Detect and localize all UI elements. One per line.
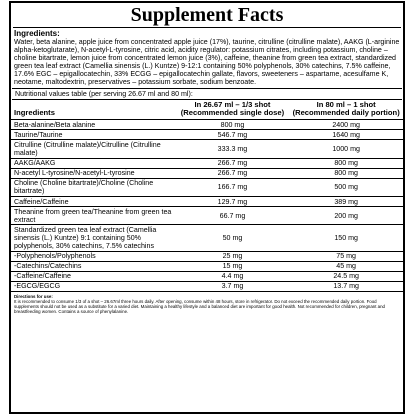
daily-portion-value: 45 mg — [289, 261, 403, 271]
ingredient-name: Choline (Choline bitartrate)/Choline (Choline bitartrate) — [11, 178, 176, 196]
single-dose-value: 266.7 mg — [176, 158, 290, 168]
nutrition-table — [11, 100, 403, 292]
column-header-ingredients: Ingredients — [11, 100, 176, 120]
daily-portion-value: 1640 mg — [289, 130, 403, 140]
daily-portion-value: 75 mg — [289, 251, 403, 261]
daily-portion-value: 13.7 mg — [289, 281, 403, 291]
ingredient-name: Standardized green tea leaf extract (Camellia sinensis (L.) Kuntze) 9:1 containing 50% polyphenols, 30% catechins, 7.5% catechins — [11, 225, 176, 251]
page-title: Supplement Facts — [13, 3, 401, 28]
single-dose-value: 266.7 mg — [176, 168, 290, 178]
ingredient-name: -EGCG/EGCG — [11, 281, 176, 291]
directions-footer — [11, 292, 403, 314]
ingredient-name: -Caffeine/Caffeine — [11, 271, 176, 281]
single-dose-value: 546.7 mg — [176, 130, 290, 140]
daily-portion-value: 24.5 mg — [289, 271, 403, 281]
single-dose-value: 129.7 mg — [176, 197, 290, 207]
daily-portion-value: 500 mg — [289, 178, 403, 196]
table-header-row — [11, 100, 403, 120]
table-row — [11, 178, 403, 196]
table-row — [11, 197, 403, 207]
table-row — [11, 140, 403, 158]
ingredient-name: -Catechins/Catechins — [11, 261, 176, 271]
table-row — [11, 207, 403, 225]
ingredient-name: Theanine from green tea/Theanine from green tea extract — [11, 207, 176, 225]
table-row — [11, 251, 403, 261]
single-dose-value: 66.7 mg — [176, 207, 290, 225]
column-header-daily-portion: In 80 ml – 1 shot (Recommended daily portion) — [289, 100, 403, 120]
single-dose-value: 800 mg — [176, 120, 290, 130]
daily-portion-value: 2400 mg — [289, 120, 403, 130]
table-row — [11, 261, 403, 271]
ingredient-name: Caffeine/Caffeine — [11, 197, 176, 207]
directions-heading: Directions for use: — [14, 293, 53, 299]
supplement-facts-panel — [9, 1, 405, 414]
daily-portion-value: 150 mg — [289, 225, 403, 251]
ingredient-name: Taurine/Taurine — [11, 130, 176, 140]
ingredient-name: Beta-alanine/Beta alanine — [11, 120, 176, 130]
table-row — [11, 271, 403, 281]
single-dose-value: 3.7 mg — [176, 281, 290, 291]
single-dose-value: 15 mg — [176, 261, 290, 271]
directions-text: It is recommended to consume 1/3 of a shot – 26.67ml three hours daily. After opening, consume within 48 hours, store in refrigerator. Do not exceed the recommended daily portion. Food supplements should not be used as a substitute for a varied diet. Maintaining a healthy lifestyle and a balanced diet are important for good health. Not recommended for children, pregnant and breastfeeding women. Contains a source of phenylalanine. — [14, 298, 385, 314]
ingredients-text: Water, beta alanine, apple juice from concentrated apple juice (17%), taurine, citrulline (citrulline malate), AAKG (L-arginine alpha-ketoglutarate), N-acetyl-L-tyrosine, citric acid, acidity regulator: potassium citrates, including potassium, choline – choline bitartrate, lemon juice from concentrated lemon juice (3%), caffeine, theanine from green tea extract, standardized green tea leaf extract (Camellia sinensis (L.) Kuntze) 9-12:1 containing 50% polyphenols, 30% catechins, 7.5% caffeine, 17.6% EGC – epigallocatechin, 33% ECGG – epigallocatechin gallate, flavors, sweeteners – aspartame, acesulfame K, neotame, maltodextrin, preservatives – potassium sorbate, sodium benzoate. — [14, 38, 400, 87]
table-row — [11, 120, 403, 130]
table-row — [11, 158, 403, 168]
daily-portion-value: 389 mg — [289, 197, 403, 207]
table-row — [11, 168, 403, 178]
single-dose-value: 333.3 mg — [176, 140, 290, 158]
nutritional-note: Nutritional values table (per serving 26.67 ml and 80 ml): — [12, 88, 402, 100]
single-dose-value: 50 mg — [176, 225, 290, 251]
ingredient-name: -Polyphenols/Polyphenols — [11, 251, 176, 261]
single-dose-value: 166.7 mg — [176, 178, 290, 196]
ingredient-name: Citrulline (Citrulline malate)/Citrulline (Citrulline malate) — [11, 140, 176, 158]
ingredient-name: N-acetyl L-tyrosine/N-acetyl-L-tyrosine — [11, 168, 176, 178]
column-header-single-dose: In 26.67 ml – 1/3 shot (Recommended single dose) — [176, 100, 290, 120]
ingredient-name: AAKG/AAKG — [11, 158, 176, 168]
daily-portion-value: 800 mg — [289, 168, 403, 178]
table-row — [11, 281, 403, 291]
single-dose-value: 25 mg — [176, 251, 290, 261]
table-row — [11, 130, 403, 140]
single-dose-value: 4.4 mg — [176, 271, 290, 281]
daily-portion-value: 200 mg — [289, 207, 403, 225]
table-row — [11, 225, 403, 251]
ingredients-heading: Ingredients: — [14, 29, 60, 38]
daily-portion-value: 1000 mg — [289, 140, 403, 158]
daily-portion-value: 800 mg — [289, 158, 403, 168]
